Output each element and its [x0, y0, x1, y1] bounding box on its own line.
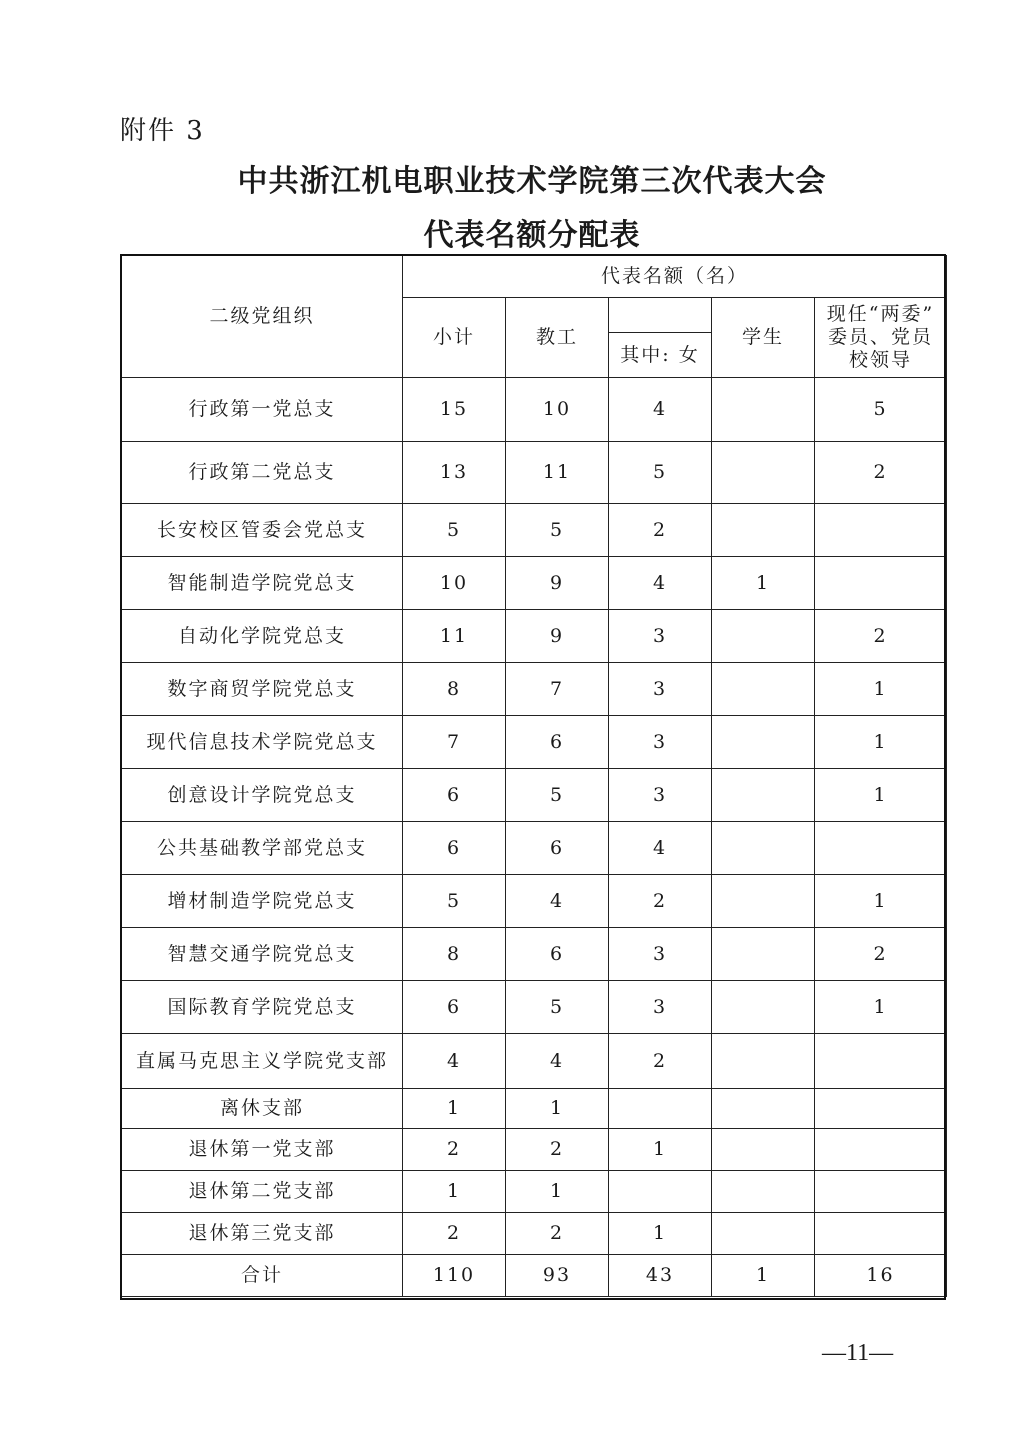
- cell-org: 自动化学院党总支: [122, 610, 403, 663]
- cell-female: 3: [609, 981, 712, 1034]
- document-subtitle: 代表名额分配表: [423, 218, 641, 253]
- cell-org: 退休第一党支部: [122, 1129, 403, 1171]
- cell-subtotal: 1: [403, 1089, 506, 1129]
- cell-female: 4: [609, 557, 712, 610]
- cell-current: 1: [815, 716, 947, 769]
- cell-student: [712, 928, 815, 981]
- table-row: [122, 504, 947, 557]
- cell-current: 1: [815, 875, 947, 928]
- cell-female: 3: [609, 769, 712, 822]
- cell-female: 3: [609, 928, 712, 981]
- cell-subtotal: 5: [403, 875, 506, 928]
- cell-staff: 9: [506, 557, 609, 610]
- cell-subtotal: 13: [403, 442, 506, 504]
- header-current-line2: 委员、党员: [828, 326, 934, 349]
- cell-current: [815, 822, 947, 875]
- cell-female: 5: [609, 442, 712, 504]
- cell-current: [815, 504, 947, 557]
- cell-subtotal: 2: [403, 1129, 506, 1171]
- cell-current: 5: [815, 378, 947, 442]
- table-row: [122, 875, 947, 928]
- cell-current: 2: [815, 928, 947, 981]
- cell-org: 智能制造学院党总支: [122, 557, 403, 610]
- header-quota: 代表名额（名）: [403, 256, 947, 298]
- table-row: [122, 1089, 947, 1129]
- cell-org: 国际教育学院党总支: [122, 981, 403, 1034]
- header-current-line3: 校领导: [849, 348, 913, 371]
- cell-subtotal: 5: [403, 504, 506, 557]
- header-subtotal: 小计: [403, 298, 506, 378]
- cell-female: 1: [609, 1213, 712, 1255]
- cell-student: [712, 1213, 815, 1255]
- cell-current: 1: [815, 981, 947, 1034]
- table-row: [122, 981, 947, 1034]
- cell-org: 行政第一党总支: [122, 378, 403, 442]
- table-row: [122, 610, 947, 663]
- header-student: 学生: [712, 298, 815, 378]
- table-row: [122, 378, 947, 442]
- cell-subtotal: 8: [403, 663, 506, 716]
- cell-org: 退休第二党支部: [122, 1171, 403, 1213]
- cell-female: 3: [609, 610, 712, 663]
- cell-staff: 7: [506, 663, 609, 716]
- cell-subtotal: 15: [403, 378, 506, 442]
- total-cell-current: 16: [815, 1255, 947, 1297]
- cell-current: [815, 1089, 947, 1129]
- cell-staff: 5: [506, 769, 609, 822]
- cell-staff: 1: [506, 1089, 609, 1129]
- cell-staff: 11: [506, 442, 609, 504]
- cell-current: [815, 557, 947, 610]
- cell-org: 离休支部: [122, 1089, 403, 1129]
- table-row: [122, 716, 947, 769]
- table-row: [122, 928, 947, 981]
- total-cell-student: 1: [712, 1255, 815, 1297]
- cell-student: [712, 822, 815, 875]
- cell-female: 2: [609, 1034, 712, 1089]
- cell-current: [815, 1129, 947, 1171]
- cell-staff: 4: [506, 875, 609, 928]
- table-row: [122, 557, 947, 610]
- cell-org: 增材制造学院党总支: [122, 875, 403, 928]
- quota-allocation-table: [121, 255, 947, 1297]
- table-row: [122, 442, 947, 504]
- total-row: [122, 1255, 947, 1297]
- cell-staff: 6: [506, 822, 609, 875]
- cell-subtotal: 6: [403, 822, 506, 875]
- cell-staff: 6: [506, 716, 609, 769]
- cell-staff: 9: [506, 610, 609, 663]
- cell-student: [712, 442, 815, 504]
- cell-female: [609, 1171, 712, 1213]
- total-cell-org: 合计: [122, 1255, 403, 1297]
- cell-staff: 4: [506, 1034, 609, 1089]
- cell-org: 智慧交通学院党总支: [122, 928, 403, 981]
- cell-current: 2: [815, 610, 947, 663]
- table-row: [122, 822, 947, 875]
- cell-staff: 2: [506, 1129, 609, 1171]
- table-row: [122, 769, 947, 822]
- header-row-1: [122, 256, 947, 298]
- cell-subtotal: 1: [403, 1171, 506, 1213]
- table-row: [122, 1171, 947, 1213]
- cell-student: [712, 1129, 815, 1171]
- cell-staff: 6: [506, 928, 609, 981]
- cell-org: 创意设计学院党总支: [122, 769, 403, 822]
- cell-current: [815, 1171, 947, 1213]
- cell-org: 退休第三党支部: [122, 1213, 403, 1255]
- header-current-line1: 现任“两委”: [826, 303, 935, 326]
- total-cell-subtotal: 110: [403, 1255, 506, 1297]
- cell-staff: 5: [506, 504, 609, 557]
- table-row: [122, 663, 947, 716]
- cell-subtotal: 6: [403, 981, 506, 1034]
- cell-female: 2: [609, 504, 712, 557]
- cell-current: [815, 1034, 947, 1089]
- cell-org: 长安校区管委会党总支: [122, 504, 403, 557]
- cell-student: [712, 716, 815, 769]
- page-number: —11—: [822, 1340, 894, 1366]
- cell-student: [712, 504, 815, 557]
- table-row: [122, 1129, 947, 1171]
- cell-staff: 5: [506, 981, 609, 1034]
- cell-female: 3: [609, 716, 712, 769]
- table-row: [122, 1034, 947, 1089]
- header-current-members: [815, 298, 947, 378]
- cell-student: [712, 1171, 815, 1213]
- document-title: 中共浙江机电职业技术学院第三次代表大会: [237, 164, 827, 199]
- cell-org: 公共基础教学部党总支: [122, 822, 403, 875]
- cell-female: [609, 1089, 712, 1129]
- cell-student: [712, 610, 815, 663]
- cell-female: 4: [609, 822, 712, 875]
- header-staff-blank: [609, 298, 712, 333]
- cell-staff: 1: [506, 1171, 609, 1213]
- cell-current: 1: [815, 663, 947, 716]
- cell-current: 1: [815, 769, 947, 822]
- total-cell-female: 43: [609, 1255, 712, 1297]
- cell-student: [712, 1089, 815, 1129]
- cell-org: 行政第二党总支: [122, 442, 403, 504]
- cell-student: [712, 378, 815, 442]
- header-female: 其中: 女: [609, 333, 712, 378]
- cell-student: [712, 1034, 815, 1089]
- cell-subtotal: 4: [403, 1034, 506, 1089]
- total-cell-staff: 93: [506, 1255, 609, 1297]
- cell-current: 2: [815, 442, 947, 504]
- cell-female: 2: [609, 875, 712, 928]
- cell-subtotal: 2: [403, 1213, 506, 1255]
- cell-staff: 2: [506, 1213, 609, 1255]
- cell-subtotal: 6: [403, 769, 506, 822]
- attachment-label: 附件 3: [120, 116, 205, 146]
- cell-current: [815, 1213, 947, 1255]
- cell-org: 现代信息技术学院党总支: [122, 716, 403, 769]
- cell-student: [712, 769, 815, 822]
- cell-subtotal: 8: [403, 928, 506, 981]
- cell-student: [712, 663, 815, 716]
- table-row: [122, 1213, 947, 1255]
- cell-student: 1: [712, 557, 815, 610]
- cell-female: 1: [609, 1129, 712, 1171]
- cell-subtotal: 11: [403, 610, 506, 663]
- cell-org: 数字商贸学院党总支: [122, 663, 403, 716]
- header-staff: 教工: [506, 298, 609, 378]
- header-org: 二级党组织: [122, 256, 403, 378]
- cell-subtotal: 10: [403, 557, 506, 610]
- cell-student: [712, 981, 815, 1034]
- cell-student: [712, 875, 815, 928]
- cell-subtotal: 7: [403, 716, 506, 769]
- cell-female: 3: [609, 663, 712, 716]
- cell-female: 4: [609, 378, 712, 442]
- cell-staff: 10: [506, 378, 609, 442]
- cell-org: 直属马克思主义学院党支部: [122, 1034, 403, 1089]
